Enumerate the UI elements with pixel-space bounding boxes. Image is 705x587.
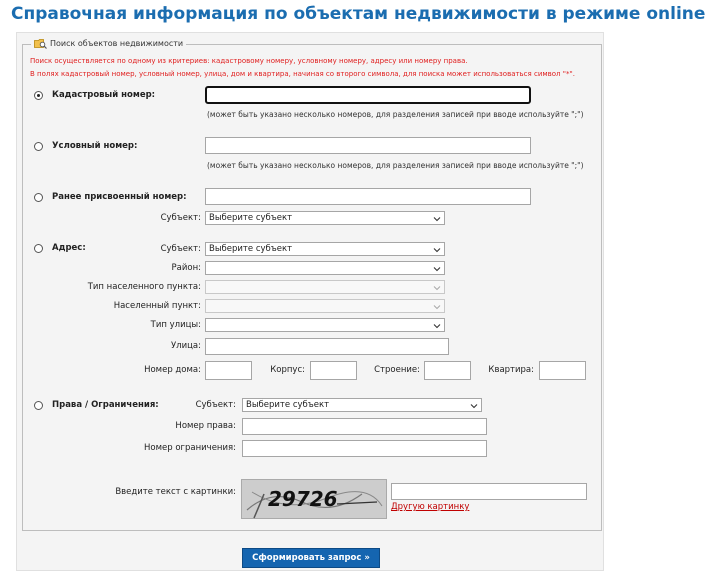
rights-radio[interactable] — [34, 401, 43, 410]
rights-label: Права / Ограничения: — [52, 400, 159, 410]
cadastral-label: Кадастровый номер: — [52, 90, 156, 100]
settlement-type-label: Тип населенного пункта: — [87, 282, 201, 292]
chevron-down-icon — [434, 215, 440, 221]
structure-input[interactable] — [424, 361, 471, 380]
previous-input[interactable] — [205, 188, 531, 205]
address-subject-select[interactable] — [205, 242, 445, 256]
cadastral-radio[interactable] — [34, 91, 43, 100]
submit-button[interactable]: Сформировать запрос » — [242, 548, 380, 568]
house-label: Номер дома: — [144, 365, 201, 375]
previous-subject-label: Субъект: — [160, 213, 201, 223]
conditional-radio[interactable] — [34, 142, 43, 151]
conditional-input[interactable] — [205, 137, 531, 154]
street-type-label: Тип улицы: — [150, 320, 201, 330]
rights-subject-label: Субъект: — [195, 400, 236, 410]
restriction-number-label: Номер ограничения: — [144, 443, 236, 453]
captcha-image — [241, 479, 387, 519]
cadastral-hint: (может быть указано несколько номеров, для разделения записей при вводе используйте ";") — [207, 110, 584, 119]
settlement-type-select[interactable] — [205, 280, 445, 294]
conditional-label: Условный номер: — [52, 141, 138, 151]
rights-subject-value: Выберите субъект — [246, 400, 330, 410]
rights-subject-select[interactable] — [242, 398, 482, 412]
right-number-label: Номер права: — [175, 421, 236, 431]
chevron-down-icon — [434, 265, 440, 271]
search-folder-icon — [34, 38, 47, 49]
previous-subject-select[interactable] — [205, 211, 445, 225]
chevron-down-icon — [471, 402, 477, 408]
street-type-select[interactable] — [205, 318, 445, 332]
captcha-text: 29726 — [268, 487, 338, 511]
search-note-criteria: Поиск осуществляется по одному из критериев: кадастровому номеру, условному номеру, адресу или номеру права. — [30, 57, 468, 65]
address-radio[interactable] — [34, 244, 43, 253]
street-input[interactable] — [205, 338, 449, 355]
previous-label: Ранее присвоенный номер: — [52, 192, 187, 202]
street-label: Улица: — [171, 341, 201, 351]
chevron-down-icon — [434, 284, 440, 290]
previous-subject-value: Выберите субъект — [209, 213, 293, 223]
district-label: Район: — [171, 263, 201, 273]
previous-radio[interactable] — [34, 193, 43, 202]
chevron-down-icon — [434, 246, 440, 252]
chevron-down-icon — [434, 322, 440, 328]
chevron-down-icon — [434, 303, 440, 309]
page-title: Справочная информация по объектам недвижимости в режиме online — [11, 4, 705, 24]
district-select[interactable] — [205, 261, 445, 275]
structure-label: Строение: — [374, 365, 420, 375]
captcha-input[interactable] — [391, 483, 587, 500]
house-input[interactable] — [205, 361, 252, 380]
search-legend — [31, 38, 186, 49]
conditional-hint: (может быть указано несколько номеров, для разделения записей при вводе используйте ";") — [207, 161, 584, 170]
right-number-input[interactable] — [242, 418, 487, 435]
building-label: Корпус: — [270, 365, 305, 375]
apartment-input[interactable] — [539, 361, 586, 380]
search-note-wildcard: В полях кадастровый номер, условный номер, улица, дом и квартира, начиная со второго символа, для поиска может использоваться символ "*". — [30, 70, 575, 78]
settlement-label: Населенный пункт: — [113, 301, 201, 311]
other-captcha-link[interactable]: Другую картинку — [391, 502, 470, 512]
apartment-label: Квартира: — [488, 365, 534, 375]
building-input[interactable] — [310, 361, 357, 380]
address-subject-label: Субъект: — [160, 244, 201, 254]
captcha-label: Введите текст с картинки: — [115, 487, 236, 497]
cadastral-input[interactable] — [205, 86, 531, 104]
address-label: Адрес: — [52, 243, 86, 253]
search-legend-text: Поиск объектов недвижимости — [50, 39, 184, 48]
settlement-select[interactable] — [205, 299, 445, 313]
restriction-number-input[interactable] — [242, 440, 487, 457]
address-subject-value: Выберите субъект — [209, 244, 293, 254]
